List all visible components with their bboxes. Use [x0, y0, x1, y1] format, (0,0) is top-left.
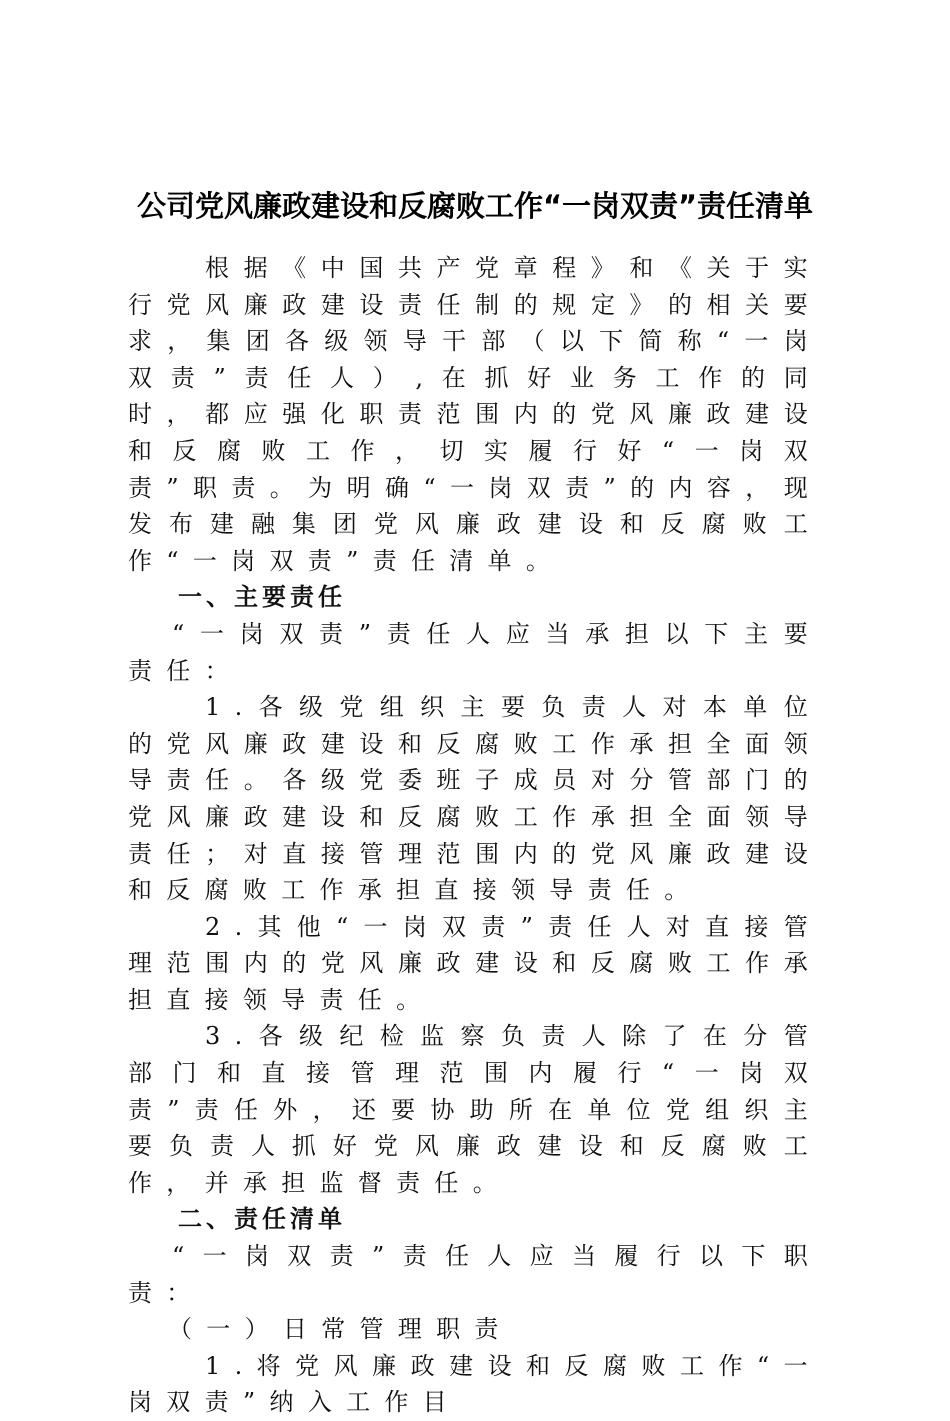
subsection-heading: （一）日常管理职责: [168, 1315, 513, 1344]
document-title: 公司党风廉政建设和反腐败工作“一岗双责”责任清单: [136, 189, 814, 223]
list-item: 1.各级党组织主要负责人对本单位的党风廉政建设和反腐败工作承担全面领导责任。各级党委班子成员对分管部门的党风廉政建设和反腐败工作承担全面领导责任；对直接管理范围内的党风廉政建设和反腐败工作承担直接领导责任。: [128, 693, 822, 905]
intro-paragraph: 根据《中国共产党章程》和《关于实行党风廉政建设责任制的规定》的相关要求，集团各级领导干部（以下简称“一岗双责”责任人）,在抓好业务工作的同时，都应强化职责范围内的党风廉政建设和反腐败工作，切实履行好“一岗双责”职责。为明确“一岗双责”的内容，现发布建融集团党风廉政建设和反腐败工作“一岗双责”责任清单。: [128, 254, 822, 575]
list-item: 3.各级纪检监察负责人除了在分管部门和直接管理范围内履行“一岗双责”责任外，还要协助所在单位党组织主要负责人抓好党风廉政建设和反腐败工作，并承担监督责任。: [128, 1022, 822, 1197]
document-body: [128, 250, 822, 1421]
section-heading-responsibility-list: 二、责任清单: [178, 1205, 346, 1234]
section-lead: “一岗双责”责任人应当承担以下主要责任：: [128, 619, 822, 685]
section-lead: “一岗双责”责任人应当履行以下职责：: [128, 1242, 822, 1307]
section-heading-main-responsibility: 一、主要责任: [178, 583, 346, 612]
list-item: 1.将党风廉政建设和反腐败工作“一岗双责”纳入工作目: [128, 1351, 822, 1417]
list-item: 2.其他“一岗双责”责任人对直接管理范围内的党风廉政建设和反腐败工作承担直接领导责任。: [128, 912, 822, 1014]
